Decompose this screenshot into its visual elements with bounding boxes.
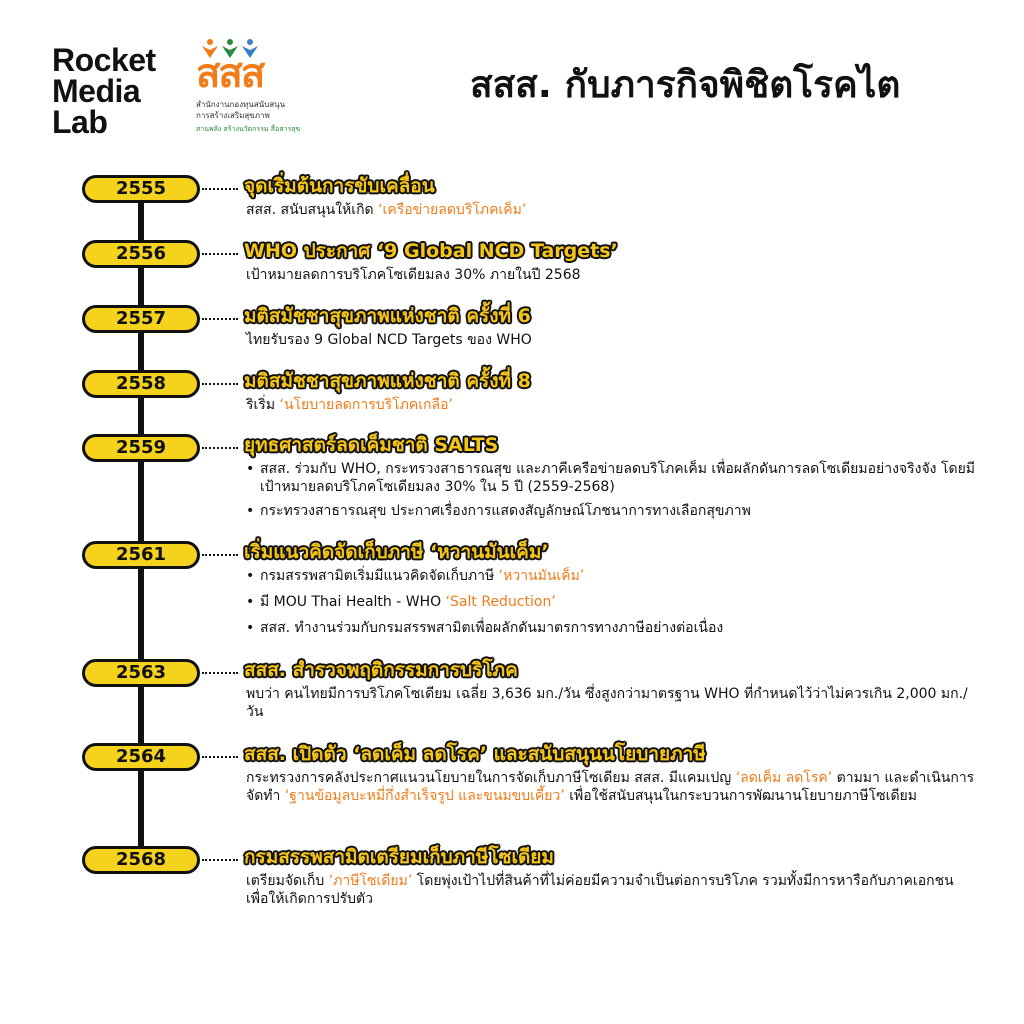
dotted-connector — [202, 554, 238, 556]
dotted-connector — [202, 318, 238, 320]
bullet-item: • สสส. ทำงานร่วมกับกรมสรรพสามิตเพื่อผลักดันมาตรการทางภาษีอย่างต่อเนื่อง — [246, 619, 976, 637]
page-title: สสส. กับภารกิจพิชิตโรคไต — [470, 63, 901, 106]
entry-body — [246, 201, 976, 219]
org-subtitle-1: สำนักงานกองทุนสนับสนุน — [196, 100, 286, 109]
year-pill: 2557 — [82, 305, 200, 333]
entry-heading: WHO ประกาศ ‘9 Global NCD Targets’ — [244, 240, 618, 262]
highlight-text: ‘เครือข่ายลดบริโภคเค็ม’ — [378, 202, 527, 218]
entry-body — [246, 872, 976, 908]
bullet-item: • สสส. ร่วมกับ WHO, กระทรวงสาธารณสุข และภาคีเครือข่ายลดบริโภคเค็ม เพื่อผลักดันการลดโซเดียมอย่างจริงจัง โดยมีเป้าหมายลดบริโภคโซเดียมลง 30% ใน 5 ปี (2559-2568) — [246, 460, 976, 496]
entry-heading: ยุทธศาสตร์ลดเค็มชาติ SALTS — [244, 434, 499, 456]
year-pill: 2558 — [82, 370, 200, 398]
entry-body — [246, 396, 976, 414]
entry-heading: มติสมัชชาสุขภาพแห่งชาติ ครั้งที่ 6 — [244, 305, 531, 327]
thaihealth-logo — [192, 38, 322, 138]
dotted-connector — [202, 253, 238, 255]
brand-line-1: Rocket — [52, 42, 156, 78]
entry-body — [246, 460, 976, 520]
dotted-connector — [202, 447, 238, 449]
body-text: เป้าหมายลดการบริโภคโซเดียมลง 30% ภายในปี 2568 — [246, 267, 581, 283]
body-text: เตรียมจัดเก็บ — [246, 873, 329, 889]
entry-heading: กรมสรรพสามิตเตรียมเก็บภาษีโซเดียม — [244, 846, 554, 868]
body-text: กระทรวงการคลังประกาศแนวนโยบายในการจัดเก็บภาษีโซเดียม สสส. มีแคมเปญ — [246, 770, 736, 786]
highlight-text: ‘หวานมันเค็ม’ — [498, 568, 585, 584]
entry-heading: จุดเริ่มต้นการขับเคลื่อน — [244, 175, 435, 197]
highlight-text: ‘นโยบายลดการบริโภคเกลือ’ — [279, 397, 453, 413]
year-pill: 2563 — [82, 659, 200, 687]
body-text: ริเริ่ม — [246, 397, 280, 413]
thaihealth-wordmark: สสส — [196, 51, 264, 97]
org-subtitle-2: การสร้างเสริมสุขภาพ — [196, 111, 270, 120]
highlight-text: ‘ฐานข้อมูลบะหมี่กึ่งสำเร็จรูป และขนมขบเคี้ยว’ — [284, 788, 565, 804]
dotted-connector — [202, 756, 238, 758]
dotted-connector — [202, 859, 238, 861]
entry-body — [246, 567, 976, 637]
rocket-media-lab-logo — [52, 42, 156, 140]
body-text: เพื่อใช้สนับสนุนในกระบวนการพัฒนานโยบายภาษีโซเดียม — [564, 788, 917, 804]
brand-line-3: Lab — [52, 104, 108, 140]
bullet-item: • กระทรวงสาธารณสุข ประกาศเรื่องการแสดงสัญลักษณ์โภชนาการทางเลือกสุขภาพ — [246, 502, 976, 520]
bullet-text: กรมสรรพสามิตเริ่มมีแนวคิดจัดเก็บภาษี — [260, 568, 499, 584]
entry-heading: เริ่มแนวคิดจัดเก็บภาษี ‘หวานมันเค็ม’ — [244, 541, 549, 563]
entry-body — [246, 769, 976, 805]
body-text: สสส. สนับสนุนให้เกิด — [246, 202, 379, 218]
entry-heading: สสส. สำรวจพฤติกรรมการบริโภค — [244, 659, 518, 681]
brand-line-2: Media — [52, 73, 141, 109]
bullet-text: มี MOU Thai Health - WHO — [260, 594, 446, 610]
dotted-connector — [202, 672, 238, 674]
entry-heading: มติสมัชชาสุขภาพแห่งชาติ ครั้งที่ 8 — [244, 370, 531, 392]
dotted-connector — [202, 188, 238, 190]
body-text: ตามมา และดำเนินการจัดทำ — [246, 770, 975, 804]
year-pill: 2561 — [82, 541, 200, 569]
body-text: พบว่า คนไทยมีการบริโภคโซเดียม เฉลี่ย 3,636 มก./วัน ซึ่งสูงกว่ามาตรฐาน WHO ที่กำหนดไว้ว่าไม่ควรเกิน 2,000 มก./วัน — [246, 686, 968, 720]
highlight-text: ‘ภาษีโซเดียม’ — [328, 873, 413, 889]
entry-heading: สสส. เปิดตัว ‘ลดเค็ม ลดโรค’ และสนับสนุนนโยบายภาษี — [244, 743, 706, 765]
year-pill: 2555 — [82, 175, 200, 203]
highlight-text: ‘Salt Reduction’ — [445, 594, 556, 610]
entry-body — [246, 685, 976, 721]
entry-body — [246, 266, 976, 284]
highlight-text: ‘ลดเค็ม ลดโรค’ — [735, 770, 833, 786]
org-tagline: สานพลัง สร้างนวัตกรรม สื่อสารสุข — [196, 125, 301, 133]
body-text: โดยพุ่งเป้าไปที่สินค้าที่ไม่ค่อยมีความจำเป็นต่อการบริโภค รวมทั้งมีการหารือกับภาคเอกชนเพื่อให้เกิดการปรับตัว — [246, 873, 954, 907]
year-pill: 2564 — [82, 743, 200, 771]
body-text: ไทยรับรอง 9 Global NCD Targets ของ WHO — [246, 332, 532, 348]
entry-body — [246, 331, 976, 349]
dotted-connector — [202, 383, 238, 385]
year-pill: 2568 — [82, 846, 200, 874]
bullet-item — [246, 567, 976, 585]
year-pill: 2556 — [82, 240, 200, 268]
year-pill: 2559 — [82, 434, 200, 462]
bullet-item — [246, 593, 976, 611]
